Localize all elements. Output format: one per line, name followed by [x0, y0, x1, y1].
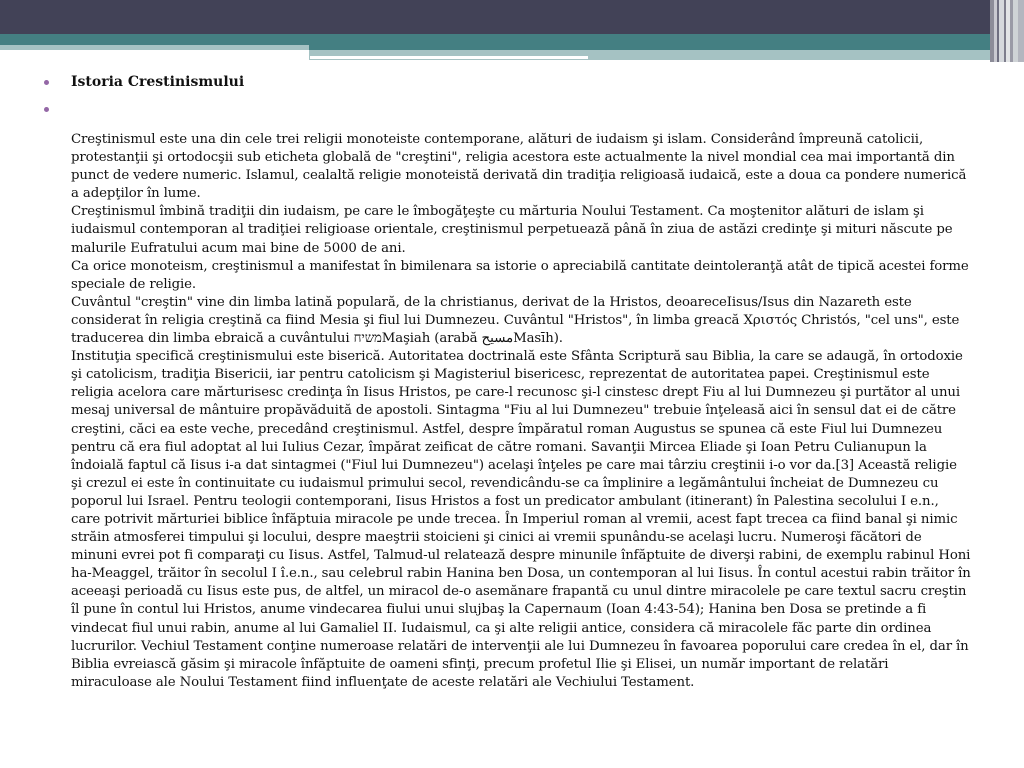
body-text	[71, 131, 971, 692]
header-bar-light-left	[0, 45, 309, 50]
paragraph-intro: Creştinismul este una din cele trei religii monoteiste contemporane, alături de iudaism şi islam. Considerând împreună catolicii, protestanţii şi ortodocşii sub eticheta globală de "creştini", religia acestora este actualmente la nivel mondial cea mai importantă din punct de vedere numeric. Islamul, cealaltă religie monoteistă derivată din tradiţia religioasă iudaică, este a doua ca pondere numerică a adepţilor în lume.	[71, 132, 967, 202]
bullet-item-body	[71, 100, 971, 692]
slide-title: Istoria Crestinismului	[71, 74, 245, 90]
header-vertical-stripes	[990, 0, 1024, 62]
paragraph-etymology: Cuvântul "creştin" vine din limba latină populară, de la christianus, derivat de la Hristos, deoareceIisus/Isus din Nazareth este considerat în religia creştină ca fiind Mesia şi fiul lui Dumnezeu. Cuvântul "Hristos", în limba greacă Χριστός Christós, "cel uns", este traducerea din limba ebraică a cuvântului משיחMaşiah (arabă مسيحMasīh).	[71, 294, 960, 347]
header-bar-dark	[0, 0, 1024, 34]
header-bar-teal	[0, 34, 1024, 45]
bullet-list	[71, 73, 971, 692]
bullet-dot-icon	[44, 107, 49, 112]
header-bar-light-right	[606, 50, 1024, 60]
paragraph-institution: Instituţia specifică creştinismului este biserică. Autoritatea doctrinală este Sfânta Scriptură sau Biblia, la care se adaugă, în ortodoxie şi catolicism, tradiţia Bisericii, iar pentru catolicism şi Magisteriul bisericesc, reprezentat de autoritatea papei. Creştinismul este religia acelora care mărturisesc credinţa în Iisus Hristos, pe care-l recunosc şi-l cinstesc drept Fiu al lui Dumnezeu şi purtător al unui mesaj universal de mântuire propăvăduită de apostoli. Sintagma "Fiu al lui Dumnezeu" trebuie înţeleasă aici în sensul dat ei de către creştini, căci ea este veche, precedând creştinismul. Astfel, despre împăratul roman Augustus se spunea că este Fiul lui Dumnezeu pentru că era fiul adoptat al lui Iulius Cezar, împărat zeificat de către romani. Savanţii Mircea Eliade şi Ioan Petru Culianupun la îndoială faptul că Iisus i-a dat sintagmei ("Fiul lui Dumnezeu") acelaşi înţeles pe care mai târziu creştinii i-o vor da.[3] Această religie şi crezul ei este în continuitate cu iudaismul primului secol, revendicându-se ca împlinire a legământului încheiat de Dumnezeu cu poporul lui Israel. Pentru teologii contemporani, Iisus Hristos a fost un predicator ambulant (itinerant) în Palestina secolului I e.n., care potrivit mărturiei biblice înfăptuia miracole pe unde trecea. În Imperiul roman al vremii, acest fapt trecea ca fiind banal şi nimic străin atmosferei timpului şi locului, despre maeştrii stoicieni şi cinici ai vremii spunându-se acelaşi lucru. Numeroşi făcători de minuni evrei pot fi comparaţi cu Iisus. Astfel, Talmud-ul relatează despre minunile înfăptuite de diverşi rabini, de exemplu rabinul Honi ha-Meaggel, trăitor în secolul I î.e.n., sau celebrul rabin Hanina ben Dosa, un contemporan al lui Iisus. În contul acestui rabin trăitor în aceeaşi perioadă cu Iisus este pus, de altfel, un miracol de-o asemănare frapantă cu unul dintre miracolele pe care textul sacru creştin îl pune în contul lui Hristos, anume vindecarea fiului unui slujbaş la Capernaum (Ioan 4:43-54); Hanina ben Dosa se pretinde a fi vindecat fiul unui rabin, anume al lui Gamaliel II. Iudaismul, ca şi alte religii antice, considera că miracolele făc parte din ordinea lucrurilor. Vechiul Testament conţine numeroase relatări de intervenţii ale lui Dumnezeu în favoarea poporului care credea în el, dar în Biblia evreiască găsim şi miracole înfăptuite de oameni sfinţi, precum profetul Ilie şi Elisei, un număr important de relatări miraculoase ale Noului Testament fiind influenţate de aceste relatări ale Vechiului Testament.	[71, 349, 971, 690]
empty-bullet-line	[71, 100, 971, 119]
paragraph-traditions: Creştinismul îmbină tradiţii din iudaism, pe care le îmbogăţeşte cu mărturia Noului Testament. Ca moştenitor alături de islam şi iudaismul contemporan al tradiţiei religioase orientale, creştinismul perpetuează până în ziua de astăzi credinţe şi mituri născute pe malurile Eufratului acum mai bine de 5000 de ani.	[71, 204, 953, 256]
bullet-dot-icon	[44, 80, 49, 85]
header-white-line	[310, 56, 588, 59]
slide-content	[71, 73, 971, 692]
bullet-item-title	[71, 73, 971, 92]
paragraph-monotheism: Ca orice monoteism, creştinismul a manifestat în bimilenara sa istorie o apreciabilă cantitate deintoleranţă atât de tipică acestei forme speciale de religie.	[71, 258, 969, 292]
